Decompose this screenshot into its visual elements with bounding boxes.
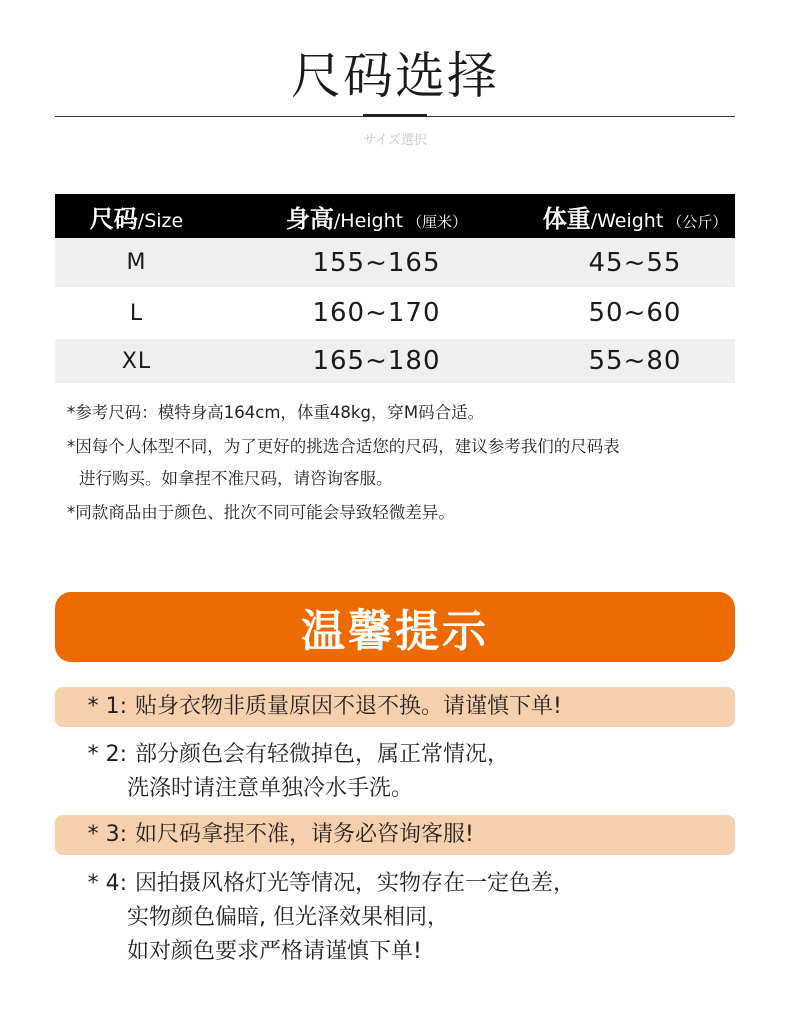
tips-banner-title: 温馨提示	[301, 606, 489, 657]
cell-size: M	[126, 250, 147, 275]
table-row	[55, 287, 735, 339]
header-weight	[535, 199, 735, 234]
header-weight-label: 体重	[542, 204, 591, 233]
page-subtitle: サイズ選択	[363, 133, 427, 148]
header-weight-en: /Weight	[590, 209, 664, 232]
note-line: *同款商品由于颜色、批次不同可能会导致轻微差异。	[67, 503, 455, 522]
cell-height: 155~165	[312, 247, 441, 278]
tip-item	[55, 867, 735, 969]
size-notes	[67, 396, 747, 530]
tip-text: 部分颜色会有轻微掉色，属正常情况，	[135, 742, 510, 767]
tip-text: 贴身衣物非质量原因不退不换。请谨慎下单!	[135, 694, 562, 719]
table-row	[55, 238, 735, 287]
tip-item	[55, 687, 735, 727]
table-row	[55, 339, 735, 383]
tip-number: * 3:	[87, 822, 127, 847]
cell-weight: 50~60	[588, 298, 682, 328]
cell-size: XL	[121, 348, 152, 374]
cell-height: 160~170	[312, 298, 441, 328]
cell-size: L	[129, 300, 144, 326]
title-divider-accent	[363, 114, 427, 117]
note-line: *参考尺码：模特身高164cm，体重48kg，穿M码合适。	[67, 403, 485, 422]
header-height	[218, 199, 535, 234]
size-table-header	[55, 194, 735, 238]
tip-text: 因拍摄风格灯光等情况，实物存在一定色差，	[135, 871, 576, 896]
header-weight-unit: （公斤）	[667, 212, 728, 231]
tip-text: 如对颜色要求严格请谨慎下单!	[127, 939, 422, 964]
tips-banner	[55, 592, 735, 662]
header-height-label: 身高	[285, 204, 334, 233]
header-size-label: 尺码	[89, 204, 138, 233]
tip-number: * 4:	[87, 871, 127, 896]
tip-number: * 1:	[87, 694, 127, 719]
note-line: 进行购买。如拿捏不准尺码，请咨询客服。	[79, 469, 393, 488]
cell-weight: 55~80	[588, 346, 682, 376]
header-height-unit: （厘米）	[407, 212, 468, 231]
page-title: 尺码选择	[291, 47, 499, 105]
cell-weight: 45~55	[588, 247, 682, 278]
cell-height: 165~180	[312, 346, 441, 376]
tip-number: * 2:	[87, 742, 127, 767]
header-height-en: /Height	[333, 209, 404, 232]
header-size-en: /Size	[137, 209, 184, 232]
tip-item	[55, 738, 735, 806]
size-table	[55, 194, 735, 383]
tip-text: 如尺码拿捏不准，请务必咨询客服!	[135, 822, 474, 847]
tip-text: 洗涤时请注意单独冷水手洗。	[127, 776, 414, 801]
tip-item	[55, 815, 735, 855]
note-line: *因每个人体型不同，为了更好的挑选合适您的尺码，建议参考我们的尺码表	[67, 437, 620, 456]
header-size	[55, 199, 218, 234]
tip-text: 实物颜色偏暗, 但光泽效果相同，	[127, 905, 449, 930]
